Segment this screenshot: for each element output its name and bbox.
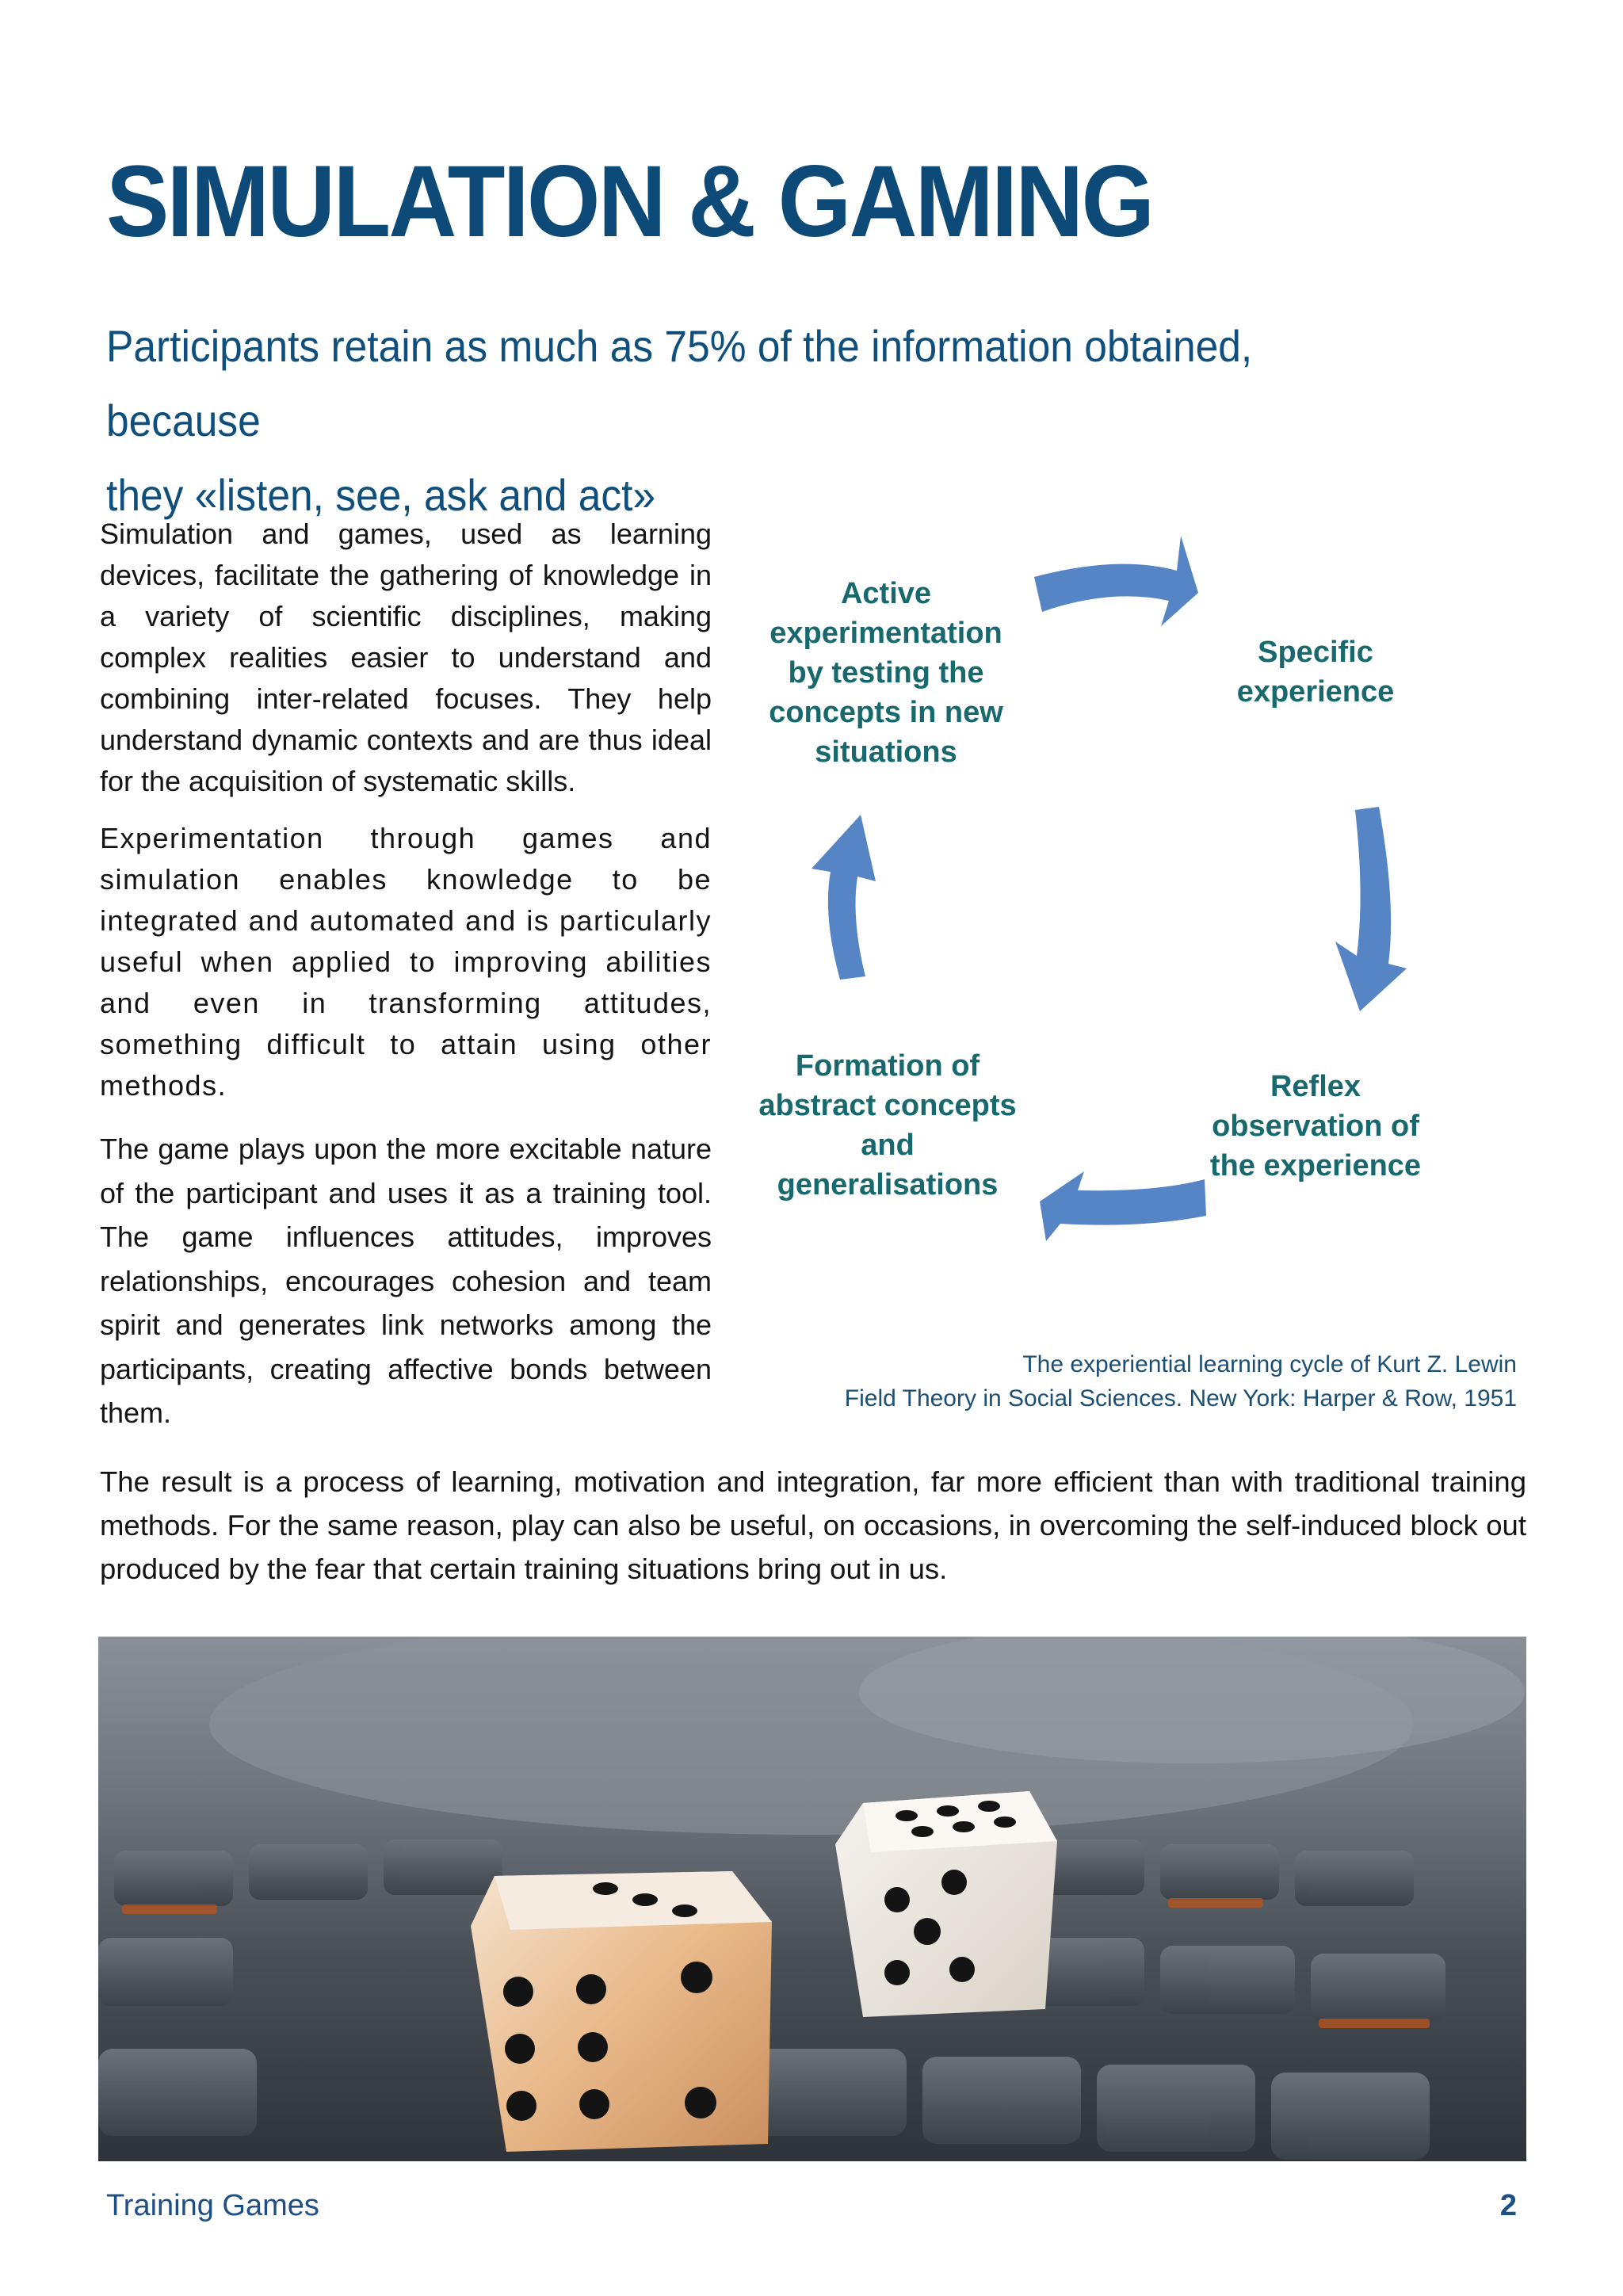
node-specific-experience: Specific experience bbox=[1236, 636, 1395, 709]
paragraph-4: The result is a process of learning, motivation and integration, far more efficient than with traditional training methods. For the same reason, play can also be useful, on occasions, in overcoming the self-induced block out produced by the fear that certain training situations bring out in us. bbox=[100, 1465, 1526, 1585]
node-formation-abstract-concepts: Formation of abstract concepts and generalisations bbox=[758, 1049, 1017, 1201]
subtitle-line-1: Participants retain as much as 75% of the information obtained, because bbox=[106, 321, 1253, 445]
arrow-top bbox=[1034, 536, 1198, 626]
die-front bbox=[471, 1871, 772, 2152]
photo-illustration bbox=[98, 1637, 1526, 2161]
page-title: SIMULATION & GAMING bbox=[106, 145, 1153, 258]
paragraph-2: Experimentation through games and simulation enables knowledge to be integrated and automated and is particularly useful when applied to improving abilities and even in transforming attitudes, something difficult to attain using other methods. bbox=[100, 822, 712, 1102]
left-column-text bbox=[100, 514, 712, 1451]
die-back bbox=[835, 1791, 1057, 2017]
page-subtitle bbox=[106, 309, 1404, 533]
page-number: 2 bbox=[1499, 2189, 1517, 2222]
diagram-caption bbox=[645, 1347, 1517, 1415]
paragraph-1: Simulation and games, used as learning devices, facilitate the gathering of knowledge in a variety of scientific disciplines, making complex realities easier to understand and combining inter-related focuses. They help understand dynamic contexts and are thus ideal for the acquisition of systematic skills. bbox=[100, 518, 712, 797]
paragraph-3: The game plays upon the more excitable nature of the participant and uses it as a training tool. The game influences attitudes, improves relationships, encourages cohesion and team spirit and generates link networks among the participants, creating affective bonds between them. bbox=[100, 1133, 712, 1429]
node-active-experimentation: Active experimentation by testing the concepts in new situations bbox=[769, 577, 1003, 769]
arrow-right bbox=[1335, 807, 1407, 1011]
caption-line-1: The experiential learning cycle of Kurt Z. Lewin bbox=[1022, 1351, 1517, 1377]
node-reflex-observation: Reflex observation of the experience bbox=[1209, 1070, 1422, 1182]
caption-line-2: Field Theory in Social Sciences. New York: Harper & Row, 1951 bbox=[844, 1385, 1517, 1412]
dice-on-keyboard-photo bbox=[98, 1637, 1526, 2161]
learning-cycle-diagram bbox=[745, 523, 1537, 1284]
footer-publication-title: Training Games bbox=[106, 2189, 319, 2222]
arrow-left bbox=[812, 815, 876, 980]
subtitle-line-2: they «listen, see, ask and act» bbox=[106, 470, 656, 520]
